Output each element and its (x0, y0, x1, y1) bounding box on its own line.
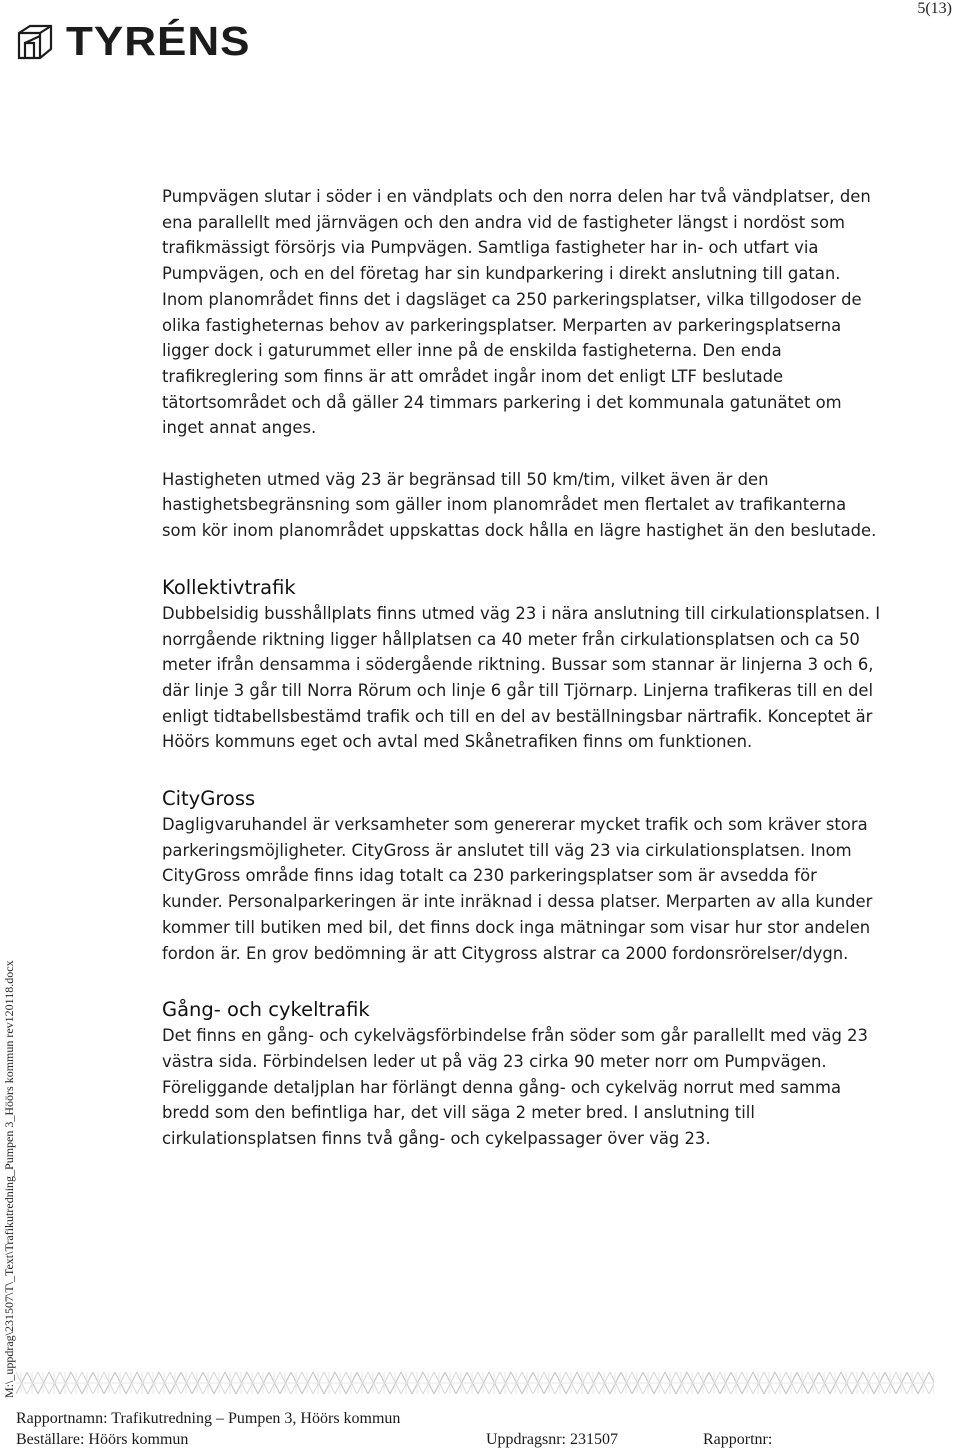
section-heading: Kollektivtrafik (162, 575, 296, 599)
footer-client: Beställare: Höörs kommun (16, 1431, 189, 1448)
footer-report-name: Rapportnamn: Trafikutredning – Pumpen 3, Höörs kommun (16, 1410, 401, 1427)
file-path-margin: M:\_uppdrag\231507\T\_Text\Trafikutredning_Pumpen 3_Höörs kommun rev120118.docx (2, 960, 16, 1398)
page-number: 5(13) (917, 0, 952, 17)
section-heading: CityGross (162, 787, 256, 811)
footer-assignment-number: Uppdragsnr: 231507 (486, 1431, 618, 1448)
tyrens-logo-icon (16, 23, 54, 61)
page-footer (16, 1410, 946, 1452)
section-intro (162, 184, 882, 544)
body-paragraph: Det finns en gång- och cykelvägsförbindelse från söder som går parallellt med väg 23 västra sida. Förbindelsen leder ut på väg 23 cirka 90 meter norr om Pumpvägen. Föreliggande detaljplan har förlängt denna gång- och cykelväg norrut med samma bredd som den befintliga har, det vill säga 2 meter bred. I anslutning till cirkulationsplatsen finns två gång- och cykelpassager över väg 23. (162, 1026, 868, 1149)
section-citygross (162, 786, 882, 966)
document-body (162, 184, 882, 1152)
section-heading: Gång- och cykeltrafik (162, 998, 370, 1022)
footer-report-number: Rapportnr: (703, 1431, 773, 1448)
logo-wordmark: TYRÉNS (66, 19, 251, 65)
decorative-pattern-band (16, 1372, 934, 1394)
body-paragraph: Dubbelsidig busshållplats finns utmed väg 23 i nära anslutning till cirkulationsplatsen. I norrgående riktning ligger hållplatsen ca 40 meter från cirkulationsplatsen och ca 50 meter ifrån densamma i södergående riktning. Bussar som stannar är linjerna 3 och 6, där linje 3 går till Norra Rörum och linje 6 går till Tjörnarp. Linjerna trafikeras till en del enligt tidtabellsbestämd trafik och till en del av beställningsbar närtrafik. Konceptet är Höörs kommuns eget och avtal med Skånetrafiken finns om funktionen. (162, 603, 881, 752)
section-gang-och-cykeltrafik (162, 997, 882, 1152)
company-logo (16, 19, 251, 65)
section-kollektivtrafik (162, 575, 882, 755)
body-paragraph: Hastigheten utmed väg 23 är begränsad till 50 km/tim, vilket även är den hastighetsbegränsning som gäller inom planområdet men flertalet av trafikanterna som kör inom planområdet uppskattas dock hålla en lägre hastighet än den beslutade. (162, 469, 877, 541)
body-paragraph: Dagligvaruhandel är verksamheter som genererar mycket trafik och som kräver stora parkeringsmöjligheter. CityGross är anslutet till väg 23 via cirkulationsplatsen. Inom CityGross område finns idag totalt ca 230 parkeringsplatser som är avsedda för kunder. Personalparkeringen är inte inräknad i dessa platser. Merparten av alla kunder kommer till butiken med bil, det finns dock inga mätningar som visar hur stor andelen fordon är. En grov bedömning är att Citygross alstrar ca 2000 fordonsrörelser/dygn. (162, 815, 873, 963)
body-paragraph: Pumpvägen slutar i söder i en vändplats och den norra delen har två vändplatser, den ena parallellt med järnvägen och den andra vid de fastigheter längst i nordöst som trafikmässigt försörjs via Pumpvägen. Samtliga fastigheter har in- och utfart via Pumpvägen, och en del företag har sin kundparkering i direkt anslutning till gatan. Inom planområdet finns det i dagsläget ca 250 parkeringsplatser, vilka tillgodoser de olika fastigheternas behov av parkeringsplatser. Merparten av parkeringsplatserna ligger dock i gaturummet eller inne på de enskilda fastigheterna. Den enda trafikreglering som finns är att området ingår inom det enligt LTF beslutade tätortsområdet och då gäller 24 timmars parkering i det kommunala gatunätet om inget annat anges. (162, 187, 871, 438)
